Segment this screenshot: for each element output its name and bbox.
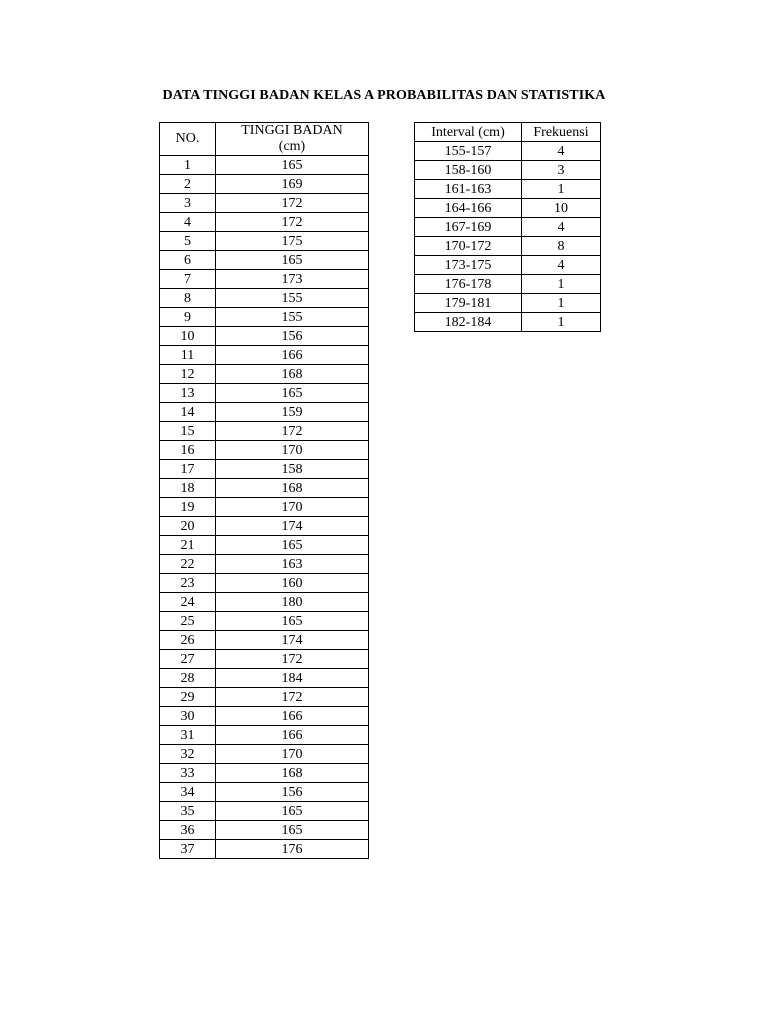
table-row bbox=[160, 536, 369, 555]
cell-interval: 170-172 bbox=[415, 237, 522, 256]
cell-frequency: 8 bbox=[522, 237, 601, 256]
table-row bbox=[160, 251, 369, 270]
table-row bbox=[415, 275, 601, 294]
cell-no: 6 bbox=[160, 251, 216, 270]
cell-height: 166 bbox=[216, 346, 369, 365]
cell-frequency: 10 bbox=[522, 199, 601, 218]
table-row bbox=[160, 460, 369, 479]
table-row bbox=[415, 294, 601, 313]
cell-no: 21 bbox=[160, 536, 216, 555]
cell-height: 172 bbox=[216, 688, 369, 707]
table-row bbox=[160, 669, 369, 688]
table-row bbox=[160, 365, 369, 384]
table-row bbox=[160, 213, 369, 232]
header-height-label: TINGGI BADAN bbox=[241, 123, 343, 138]
cell-no: 3 bbox=[160, 194, 216, 213]
cell-height: 175 bbox=[216, 232, 369, 251]
header-frequency: Frekuensi bbox=[522, 123, 601, 142]
frequency-table-body bbox=[415, 142, 601, 332]
table-row bbox=[160, 289, 369, 308]
cell-height: 165 bbox=[216, 821, 369, 840]
cell-frequency: 1 bbox=[522, 313, 601, 332]
cell-interval: 161-163 bbox=[415, 180, 522, 199]
table-row bbox=[160, 707, 369, 726]
table-row bbox=[160, 403, 369, 422]
cell-no: 32 bbox=[160, 745, 216, 764]
cell-no: 29 bbox=[160, 688, 216, 707]
header-height bbox=[216, 123, 369, 156]
cell-height: 172 bbox=[216, 650, 369, 669]
table-row bbox=[160, 441, 369, 460]
cell-height: 165 bbox=[216, 156, 369, 175]
cell-height: 155 bbox=[216, 308, 369, 327]
table-row bbox=[160, 650, 369, 669]
cell-no: 2 bbox=[160, 175, 216, 194]
table-row bbox=[160, 574, 369, 593]
cell-height: 165 bbox=[216, 536, 369, 555]
cell-interval: 155-157 bbox=[415, 142, 522, 161]
cell-frequency: 1 bbox=[522, 180, 601, 199]
cell-no: 12 bbox=[160, 365, 216, 384]
height-table-body bbox=[160, 156, 369, 859]
table-row bbox=[160, 175, 369, 194]
cell-height: 184 bbox=[216, 669, 369, 688]
cell-height: 158 bbox=[216, 460, 369, 479]
cell-height: 165 bbox=[216, 802, 369, 821]
cell-no: 5 bbox=[160, 232, 216, 251]
cell-height: 166 bbox=[216, 726, 369, 745]
cell-no: 9 bbox=[160, 308, 216, 327]
cell-no: 19 bbox=[160, 498, 216, 517]
table-row bbox=[160, 327, 369, 346]
cell-height: 172 bbox=[216, 422, 369, 441]
cell-interval: 167-169 bbox=[415, 218, 522, 237]
cell-interval: 176-178 bbox=[415, 275, 522, 294]
cell-frequency: 1 bbox=[522, 294, 601, 313]
cell-frequency: 4 bbox=[522, 256, 601, 275]
cell-no: 8 bbox=[160, 289, 216, 308]
table-row bbox=[160, 745, 369, 764]
cell-height: 174 bbox=[216, 631, 369, 650]
table-row bbox=[160, 783, 369, 802]
table-row bbox=[160, 384, 369, 403]
cell-no: 10 bbox=[160, 327, 216, 346]
table-row bbox=[160, 232, 369, 251]
cell-height: 165 bbox=[216, 384, 369, 403]
cell-height: 165 bbox=[216, 251, 369, 270]
document-title: DATA TINGGI BADAN KELAS A PROBABILITAS DAN STATISTIKA bbox=[162, 88, 606, 103]
table-row bbox=[415, 142, 601, 161]
cell-no: 15 bbox=[160, 422, 216, 441]
table-row bbox=[415, 199, 601, 218]
cell-height: 172 bbox=[216, 213, 369, 232]
cell-height: 159 bbox=[216, 403, 369, 422]
table-row bbox=[415, 218, 601, 237]
cell-no: 23 bbox=[160, 574, 216, 593]
cell-no: 24 bbox=[160, 593, 216, 612]
cell-interval: 179-181 bbox=[415, 294, 522, 313]
table-row bbox=[160, 631, 369, 650]
cell-height: 174 bbox=[216, 517, 369, 536]
frequency-table-header-row bbox=[415, 123, 601, 142]
table-row bbox=[160, 593, 369, 612]
cell-interval: 173-175 bbox=[415, 256, 522, 275]
cell-height: 168 bbox=[216, 764, 369, 783]
cell-no: 26 bbox=[160, 631, 216, 650]
cell-no: 14 bbox=[160, 403, 216, 422]
cell-no: 17 bbox=[160, 460, 216, 479]
cell-interval: 164-166 bbox=[415, 199, 522, 218]
header-no: NO. bbox=[160, 123, 216, 156]
cell-height: 172 bbox=[216, 194, 369, 213]
table-row bbox=[415, 237, 601, 256]
cell-no: 30 bbox=[160, 707, 216, 726]
table-row bbox=[160, 764, 369, 783]
cell-no: 20 bbox=[160, 517, 216, 536]
header-interval: Interval (cm) bbox=[415, 123, 522, 142]
table-row bbox=[160, 308, 369, 327]
cell-no: 33 bbox=[160, 764, 216, 783]
cell-height: 173 bbox=[216, 270, 369, 289]
table-row bbox=[415, 313, 601, 332]
cell-height: 156 bbox=[216, 327, 369, 346]
table-row bbox=[160, 270, 369, 289]
height-table-header-row bbox=[160, 123, 369, 156]
cell-height: 170 bbox=[216, 441, 369, 460]
cell-height: 163 bbox=[216, 555, 369, 574]
cell-frequency: 1 bbox=[522, 275, 601, 294]
cell-no: 4 bbox=[160, 213, 216, 232]
cell-height: 165 bbox=[216, 612, 369, 631]
cell-height: 170 bbox=[216, 745, 369, 764]
table-row bbox=[415, 180, 601, 199]
cell-no: 11 bbox=[160, 346, 216, 365]
table-row bbox=[160, 726, 369, 745]
cell-height: 180 bbox=[216, 593, 369, 612]
table-row bbox=[160, 802, 369, 821]
cell-frequency: 4 bbox=[522, 218, 601, 237]
cell-height: 166 bbox=[216, 707, 369, 726]
cell-height: 155 bbox=[216, 289, 369, 308]
cell-height: 169 bbox=[216, 175, 369, 194]
cell-frequency: 4 bbox=[522, 142, 601, 161]
table-row bbox=[160, 612, 369, 631]
table-row bbox=[160, 156, 369, 175]
cell-no: 28 bbox=[160, 669, 216, 688]
cell-height: 176 bbox=[216, 840, 369, 859]
cell-no: 13 bbox=[160, 384, 216, 403]
height-data-table bbox=[159, 122, 369, 859]
cell-no: 37 bbox=[160, 840, 216, 859]
cell-no: 16 bbox=[160, 441, 216, 460]
table-row bbox=[160, 821, 369, 840]
cell-height: 170 bbox=[216, 498, 369, 517]
cell-no: 7 bbox=[160, 270, 216, 289]
table-row bbox=[160, 346, 369, 365]
table-row bbox=[160, 479, 369, 498]
table-row bbox=[415, 161, 601, 180]
cell-no: 18 bbox=[160, 479, 216, 498]
frequency-table bbox=[414, 122, 601, 332]
table-row bbox=[160, 517, 369, 536]
cell-no: 36 bbox=[160, 821, 216, 840]
cell-height: 168 bbox=[216, 365, 369, 384]
cell-no: 34 bbox=[160, 783, 216, 802]
cell-interval: 158-160 bbox=[415, 161, 522, 180]
table-row bbox=[415, 256, 601, 275]
cell-no: 31 bbox=[160, 726, 216, 745]
cell-frequency: 3 bbox=[522, 161, 601, 180]
header-height-unit: (cm) bbox=[278, 139, 306, 154]
table-row bbox=[160, 194, 369, 213]
cell-no: 25 bbox=[160, 612, 216, 631]
cell-height: 156 bbox=[216, 783, 369, 802]
cell-interval: 182-184 bbox=[415, 313, 522, 332]
cell-no: 27 bbox=[160, 650, 216, 669]
table-row bbox=[160, 840, 369, 859]
cell-no: 35 bbox=[160, 802, 216, 821]
cell-height: 168 bbox=[216, 479, 369, 498]
table-row bbox=[160, 498, 369, 517]
table-row bbox=[160, 422, 369, 441]
cell-height: 160 bbox=[216, 574, 369, 593]
table-row bbox=[160, 555, 369, 574]
cell-no: 1 bbox=[160, 156, 216, 175]
table-row bbox=[160, 688, 369, 707]
cell-no: 22 bbox=[160, 555, 216, 574]
